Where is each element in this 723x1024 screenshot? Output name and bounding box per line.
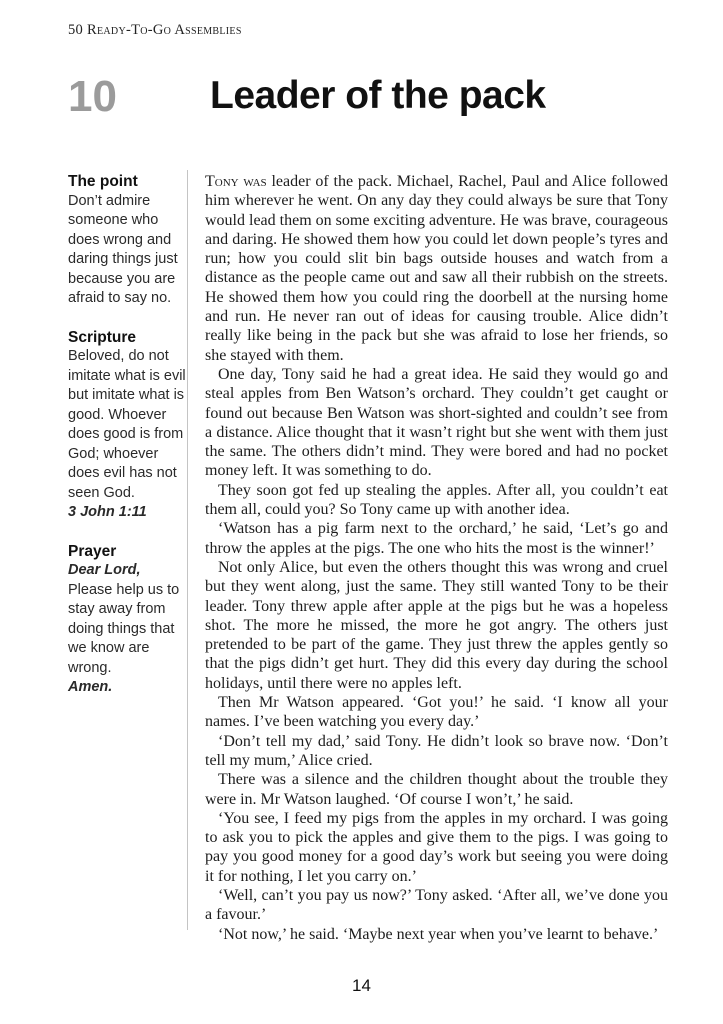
the-point-heading: The point: [68, 173, 138, 190]
page-title: Leader of the pack: [210, 74, 546, 117]
sidebar: [68, 172, 187, 944]
sidebar-section-prayer: [68, 542, 187, 698]
scripture-text: Beloved, do not imitate what is evil but imitate what is good. Whoever does good is from God; whoever does evil has not seen God.: [68, 348, 186, 501]
sidebar-section-the-point: [68, 172, 187, 309]
prayer-closing: Amen.: [68, 679, 113, 695]
content-area: [68, 172, 668, 944]
story-lead-small-caps: Tony was: [205, 173, 267, 190]
story-paragraph-text: leader of the pack. Michael, Rachel, Paul and Alice followed him wherever he went. On any day they could always be sure that Tony would lead them on some exciting adventure. He was brave, courageous and daring. He showed them how you could let down people’s tyres and run; how you could slit bin bags outside houses and watch from a distance as the people came out and saw all their rubbish on the streets. He showed them how you could ring the doorbell at the nursing home and run. He never ran out of ideas for causing trouble. Alice didn’t really like being in the pack but she was afraid to lose her friends, so she stayed with them.: [205, 173, 669, 364]
prayer-heading: Prayer: [68, 542, 117, 560]
story-paragraph: [205, 172, 668, 365]
running-header: 50 Ready-To-Go Assemblies: [68, 22, 242, 38]
sidebar-section-scripture: [68, 328, 187, 523]
prayer-text: Please help us to stay away from doing things that we know are wrong.: [68, 581, 180, 676]
scripture-heading: Scripture: [68, 328, 137, 346]
chapter-number: 10: [68, 72, 117, 121]
story-paragraph: Then Mr Watson appeared. ‘Got you!’ he said. ‘I know all your names. I’ve been watching you every day.’: [205, 694, 668, 731]
story-paragraph: One day, Tony said he had a great idea. He said they would go and steal apples from Ben Watson’s orchard. They couldn’t get caught or found out because Ben Watson was short-sighted and couldn’t see from a distance. Alice thought that it wasn’t right but she went with them just the same. The others didn’t mind. They were bored and had no pocket money left. It was something to do.: [205, 365, 668, 480]
scripture-reference: 3 John 1:11: [68, 504, 147, 520]
story-paragraph: Not only Alice, but even the others thought this was wrong and cruel but they went along, just the same. They still wanted Tony to be their leader. Tony threw apple after apple at the pigs but he was a hopeless shot. The more he missed, the more he got angry. The others just pretended to be part of the game. They just threw the apples gently so that the pigs didn’t get hurt. They did this every day during the school holidays, until there were no apples left.: [205, 558, 668, 692]
story-paragraph: ‘Watson has a pig farm next to the orchard,’ he said, ‘Let’s go and throw the apples at the pigs. The one who hits the most is the winner!’: [205, 520, 668, 557]
page-number: 14: [352, 976, 371, 995]
story-paragraph: ‘Don’t tell my dad,’ said Tony. He didn’t look so brave now. ‘Don’t tell my mum,’ Alice cried.: [205, 732, 668, 769]
story-text: [205, 172, 668, 944]
the-point-text: Don’t admire someone who does wrong and daring things just because you are afraid to say no.: [68, 192, 178, 306]
prayer-opening: Dear Lord,: [68, 562, 141, 578]
story-paragraph: ‘Not now,’ he said. ‘Maybe next year when you’ve learnt to behave.’: [218, 925, 659, 943]
story-paragraph: ‘You see, I feed my pigs from the apples in my orchard. I was going to ask you to pick the apples and give them to the pigs. I was going to pay you good money for a good day’s work but seeing you were doing it for nothing, I let you carry on.’: [205, 809, 668, 885]
story-paragraph: They soon got fed up stealing the apples. After all, you couldn’t eat them all, could you? So Tony came up with another idea.: [205, 481, 668, 519]
story-paragraph: ‘Well, can’t you pay us now?’ Tony asked. ‘After all, we’ve done you a favour.’: [205, 886, 668, 924]
story-paragraph: There was a silence and the children thought about the trouble they were in. Mr Watson laughed. ‘Of course I won’t,’ he said.: [205, 771, 668, 808]
